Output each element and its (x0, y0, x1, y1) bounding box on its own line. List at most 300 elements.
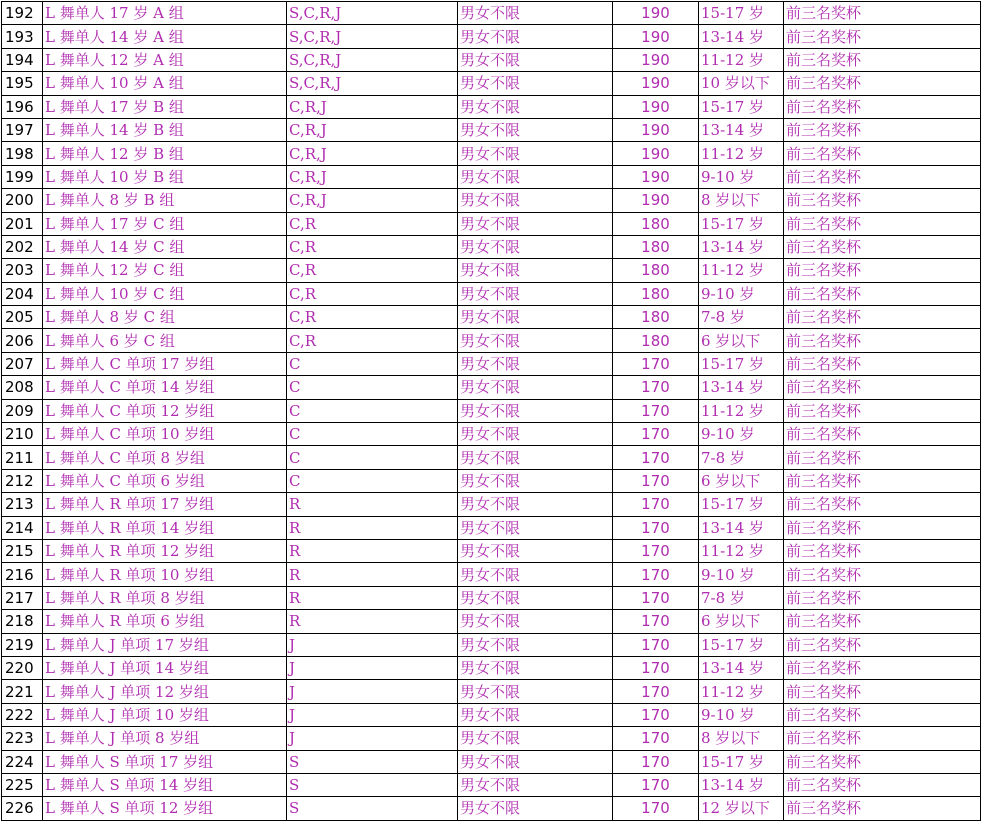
gender-limit: 男女不限 (460, 191, 521, 210)
dance-types: C,R (289, 284, 317, 303)
gender-limit-cell (458, 189, 613, 212)
item-number-cell (2, 118, 43, 141)
item-number-cell (2, 376, 43, 399)
entry-fee-cell (613, 750, 699, 773)
prize-cell (784, 25, 981, 48)
age-range: 11-12 岁 (701, 261, 765, 280)
event-name-cell (43, 259, 287, 282)
dance-types-cell (287, 48, 458, 71)
dance-types: C (289, 425, 301, 444)
dance-types: S,C,R,J (289, 27, 342, 46)
dance-types-cell (287, 610, 458, 633)
age-range: 7-8 岁 (701, 308, 745, 327)
gender-limit-cell (458, 25, 613, 48)
dance-types: J (289, 729, 296, 748)
entry-fee: 170 (641, 495, 670, 514)
dance-types: C (289, 378, 301, 397)
gender-limit: 男女不限 (460, 74, 521, 93)
prize-cell (784, 797, 981, 820)
table-row (2, 656, 981, 679)
prize: 前三名奖杯 (786, 97, 862, 116)
entry-fee: 180 (641, 214, 670, 233)
prize-cell (784, 399, 981, 422)
item-number-cell (2, 399, 43, 422)
prize: 前三名奖杯 (786, 121, 862, 140)
dance-types: S,C,R,J (289, 50, 342, 69)
age-range: 15-17 岁 (701, 355, 765, 374)
item-number: 203 (5, 261, 34, 280)
item-number-cell (2, 282, 43, 305)
prize: 前三名奖杯 (786, 799, 862, 818)
table-row (2, 259, 981, 282)
entry-fee-cell (613, 586, 699, 609)
table-row (2, 610, 981, 633)
dance-types-cell (287, 539, 458, 562)
entry-fee: 190 (641, 74, 670, 93)
entry-fee: 170 (641, 799, 670, 818)
item-number: 202 (5, 238, 34, 257)
dance-types-cell (287, 376, 458, 399)
event-name: L 舞单人 J 单项 14 岁组 (45, 659, 209, 678)
gender-limit-cell (458, 446, 613, 469)
entry-fee-cell (613, 469, 699, 492)
prize-cell (784, 633, 981, 656)
entry-fee: 190 (641, 167, 670, 186)
entry-fee: 190 (641, 191, 670, 210)
item-number: 193 (5, 27, 34, 46)
age-range: 15-17 岁 (701, 495, 765, 514)
event-name: L 舞单人 R 单项 6 岁组 (45, 612, 205, 631)
dance-types-cell (287, 329, 458, 352)
gender-limit: 男女不限 (460, 144, 521, 163)
table-body (2, 2, 981, 821)
table-row (2, 25, 981, 48)
age-range-cell (699, 212, 784, 235)
entry-fee: 170 (641, 588, 670, 607)
event-name-cell (43, 306, 287, 329)
entry-fee: 170 (641, 659, 670, 678)
prize: 前三名奖杯 (786, 214, 862, 233)
prize-cell (784, 165, 981, 188)
entry-fee-cell (613, 493, 699, 516)
dance-types-cell (287, 2, 458, 25)
item-number: 207 (5, 355, 34, 374)
age-range: 11-12 岁 (701, 50, 765, 69)
prize-cell (784, 446, 981, 469)
dance-types: C,R (289, 331, 317, 350)
table-row (2, 773, 981, 796)
prize-cell (784, 189, 981, 212)
item-number-cell (2, 703, 43, 726)
entry-fee: 170 (641, 518, 670, 537)
event-name: L 舞单人 C 单项 10 岁组 (45, 425, 215, 444)
dance-types: C (289, 355, 301, 374)
dance-types-cell (287, 750, 458, 773)
entry-fee-cell (613, 142, 699, 165)
dance-types-cell (287, 680, 458, 703)
item-number: 201 (5, 214, 34, 233)
item-number: 212 (5, 472, 34, 490)
prize-cell (784, 212, 981, 235)
item-number: 214 (5, 518, 34, 537)
gender-limit: 男女不限 (460, 401, 521, 420)
entry-fee: 170 (641, 776, 670, 795)
item-number-cell (2, 212, 43, 235)
table-row (2, 493, 981, 516)
prize: 前三名奖杯 (786, 378, 862, 397)
dance-types-cell (287, 423, 458, 446)
gender-limit: 男女不限 (460, 425, 521, 444)
gender-limit-cell (458, 797, 613, 820)
prize: 前三名奖杯 (786, 261, 862, 280)
gender-limit: 男女不限 (460, 238, 521, 257)
dance-types-cell (287, 446, 458, 469)
dance-types-cell (287, 352, 458, 375)
event-name-cell (43, 680, 287, 703)
prize: 前三名奖杯 (786, 50, 862, 69)
age-range: 9-10 岁 (701, 425, 755, 444)
item-number-cell (2, 539, 43, 562)
event-name: L 舞单人 6 岁 C 组 (45, 331, 175, 350)
event-name-cell (43, 610, 287, 633)
event-name: L 舞单人 14 岁 A 组 (45, 27, 184, 46)
entry-fee-cell (613, 376, 699, 399)
age-range: 11-12 岁 (701, 401, 765, 420)
gender-limit-cell (458, 72, 613, 95)
age-range: 9-10 岁 (701, 167, 755, 186)
entry-fee-cell (613, 2, 699, 25)
entry-fee: 170 (641, 682, 670, 701)
entry-fee-cell (613, 259, 699, 282)
entry-fee-cell (613, 516, 699, 539)
event-name-cell (43, 656, 287, 679)
prize-cell (784, 306, 981, 329)
age-range-cell (699, 352, 784, 375)
entry-fee: 180 (641, 284, 670, 303)
prize-cell (784, 282, 981, 305)
age-range-cell (699, 235, 784, 258)
dance-types: C,R,J (289, 121, 327, 140)
table-row (2, 539, 981, 562)
dance-types-cell (287, 516, 458, 539)
gender-limit: 男女不限 (460, 776, 521, 795)
age-range: 13-14 岁 (701, 776, 765, 795)
entry-fee: 170 (641, 378, 670, 397)
age-range-cell (699, 423, 784, 446)
dance-types-cell (287, 212, 458, 235)
gender-limit-cell (458, 376, 613, 399)
prize: 前三名奖杯 (786, 729, 862, 748)
event-name-cell (43, 797, 287, 820)
gender-limit-cell (458, 563, 613, 586)
table-row (2, 95, 981, 118)
prize-cell (784, 95, 981, 118)
gender-limit: 男女不限 (460, 682, 521, 701)
entry-fee: 180 (641, 261, 670, 280)
gender-limit: 男女不限 (460, 659, 521, 678)
gender-limit: 男女不限 (460, 331, 521, 350)
dance-types-cell (287, 469, 458, 492)
gender-limit: 男女不限 (460, 612, 521, 631)
table-row (2, 329, 981, 352)
gender-limit: 男女不限 (460, 167, 521, 186)
item-number-cell (2, 610, 43, 633)
age-range: 11-12 岁 (701, 144, 765, 163)
age-range-cell (699, 446, 784, 469)
gender-limit-cell (458, 586, 613, 609)
item-number: 206 (5, 331, 34, 350)
gender-limit: 男女不限 (460, 4, 521, 23)
age-range-cell (699, 586, 784, 609)
gender-limit-cell (458, 282, 613, 305)
table-row (2, 563, 981, 586)
event-name-cell (43, 352, 287, 375)
gender-limit-cell (458, 680, 613, 703)
age-range: 15-17 岁 (701, 635, 765, 654)
dance-types-cell (287, 282, 458, 305)
prize-cell (784, 750, 981, 773)
entry-fee: 180 (641, 308, 670, 327)
entry-fee: 190 (641, 27, 670, 46)
age-range-cell (699, 259, 784, 282)
age-range-cell (699, 469, 784, 492)
event-name: L 舞单人 8 岁 C 组 (45, 308, 175, 327)
entry-fee: 190 (641, 50, 670, 69)
gender-limit: 男女不限 (460, 518, 521, 537)
gender-limit: 男女不限 (460, 121, 521, 140)
dance-types: S,C,R,J (289, 74, 342, 93)
event-name: L 舞单人 17 岁 B 组 (45, 97, 184, 116)
item-number: 198 (5, 144, 34, 163)
entry-fee: 180 (641, 238, 670, 257)
prize: 前三名奖杯 (786, 448, 862, 467)
gender-limit: 男女不限 (460, 635, 521, 654)
item-number-cell (2, 235, 43, 258)
prize-cell (784, 773, 981, 796)
event-name-cell (43, 446, 287, 469)
gender-limit-cell (458, 703, 613, 726)
event-name-cell (43, 376, 287, 399)
entry-fee-cell (613, 423, 699, 446)
entry-fee-cell (613, 306, 699, 329)
age-range-cell (699, 656, 784, 679)
dance-types-cell (287, 142, 458, 165)
entry-fee: 170 (641, 542, 670, 561)
prize: 前三名奖杯 (786, 659, 862, 678)
item-number-cell (2, 25, 43, 48)
prize-cell (784, 259, 981, 282)
event-name: L 舞单人 10 岁 B 组 (45, 167, 184, 186)
prize: 前三名奖杯 (786, 612, 862, 631)
item-number-cell (2, 516, 43, 539)
age-range: 13-14 岁 (701, 378, 765, 397)
item-number-cell (2, 563, 43, 586)
dance-types-cell (287, 586, 458, 609)
table-row (2, 586, 981, 609)
entry-fee: 190 (641, 97, 670, 116)
age-range-cell (699, 750, 784, 773)
event-name: L 舞单人 12 岁 A 组 (45, 50, 184, 69)
item-number: 225 (5, 776, 34, 795)
item-number-cell (2, 493, 43, 516)
event-name: L 舞单人 J 单项 17 岁组 (45, 635, 209, 654)
entry-fee-cell (613, 48, 699, 71)
event-name: L 舞单人 S 单项 12 岁组 (45, 799, 214, 818)
prize-cell (784, 680, 981, 703)
gender-limit: 男女不限 (460, 355, 521, 374)
age-range: 15-17 岁 (701, 97, 765, 116)
event-name-cell (43, 165, 287, 188)
dance-types-cell (287, 189, 458, 212)
event-name-cell (43, 586, 287, 609)
dance-types-cell (287, 656, 458, 679)
table-row (2, 48, 981, 71)
prize: 前三名奖杯 (786, 518, 862, 537)
entry-fee-cell (613, 727, 699, 750)
age-range-cell (699, 48, 784, 71)
age-range-cell (699, 306, 784, 329)
item-number: 218 (5, 612, 34, 631)
dance-types: R (289, 565, 301, 584)
age-range: 9-10 岁 (701, 284, 755, 303)
item-number-cell (2, 306, 43, 329)
event-name-cell (43, 95, 287, 118)
event-name-cell (43, 48, 287, 71)
dance-types: J (289, 659, 296, 678)
gender-limit: 男女不限 (460, 448, 521, 467)
prize-cell (784, 727, 981, 750)
dance-types-cell (287, 703, 458, 726)
gender-limit-cell (458, 750, 613, 773)
table-row (2, 352, 981, 375)
age-range-cell (699, 165, 784, 188)
age-range: 11-12 岁 (701, 542, 765, 561)
age-range-cell (699, 376, 784, 399)
event-name: L 舞单人 S 单项 14 岁组 (45, 776, 214, 795)
event-name: L 舞单人 J 单项 12 岁组 (45, 682, 209, 701)
entry-fee-cell (613, 235, 699, 258)
item-number-cell (2, 329, 43, 352)
dance-types-cell (287, 118, 458, 141)
dance-types: C (289, 401, 301, 420)
item-number: 194 (5, 50, 34, 69)
table-row (2, 797, 981, 820)
entry-fee-cell (613, 165, 699, 188)
dance-types: C,R,J (289, 144, 327, 163)
dance-types: S (289, 752, 300, 771)
entry-fee: 180 (641, 331, 670, 350)
entry-fee: 190 (641, 4, 670, 23)
dance-types-cell (287, 235, 458, 258)
item-number-cell (2, 48, 43, 71)
entry-fee: 190 (641, 144, 670, 163)
table-row (2, 306, 981, 329)
prize: 前三名奖杯 (786, 565, 862, 584)
table-row (2, 399, 981, 422)
item-number-cell (2, 680, 43, 703)
event-name: L 舞单人 C 单项 12 岁组 (45, 401, 215, 420)
table-row (2, 165, 981, 188)
age-range: 10 岁以下 (701, 74, 770, 93)
item-number-cell (2, 773, 43, 796)
entry-fee: 170 (641, 355, 670, 374)
gender-limit: 男女不限 (460, 378, 521, 397)
dance-types-cell (287, 95, 458, 118)
entry-fee-cell (613, 189, 699, 212)
event-name-cell (43, 189, 287, 212)
dance-types-cell (287, 165, 458, 188)
prize: 前三名奖杯 (786, 144, 862, 163)
event-name-cell (43, 118, 287, 141)
age-range-cell (699, 516, 784, 539)
gender-limit-cell (458, 165, 613, 188)
item-number: 222 (5, 705, 34, 724)
item-number: 192 (5, 4, 34, 23)
event-name: L 舞单人 J 单项 10 岁组 (45, 705, 209, 724)
age-range: 13-14 岁 (701, 238, 765, 257)
age-range-cell (699, 539, 784, 562)
prize: 前三名奖杯 (786, 588, 862, 607)
gender-limit: 男女不限 (460, 50, 521, 69)
event-name-cell (43, 25, 287, 48)
prize: 前三名奖杯 (786, 635, 862, 654)
age-range-cell (699, 399, 784, 422)
event-name: L 舞单人 10 岁 A 组 (45, 74, 184, 93)
event-name: L 舞单人 C 单项 17 岁组 (45, 355, 215, 374)
prize-cell (784, 610, 981, 633)
prize: 前三名奖杯 (786, 401, 862, 420)
item-number-cell (2, 352, 43, 375)
item-number: 215 (5, 542, 34, 561)
age-range-cell (699, 72, 784, 95)
prize: 前三名奖杯 (786, 74, 862, 93)
age-range: 15-17 岁 (701, 214, 765, 233)
item-number: 197 (5, 121, 34, 140)
prize: 前三名奖杯 (786, 331, 862, 350)
entry-fee-cell (613, 539, 699, 562)
gender-limit: 男女不限 (460, 752, 521, 771)
prize: 前三名奖杯 (786, 355, 862, 374)
prize-cell (784, 539, 981, 562)
event-name-cell (43, 563, 287, 586)
item-number-cell (2, 95, 43, 118)
item-number: 224 (5, 752, 34, 771)
age-range-cell (699, 282, 784, 305)
item-number-cell (2, 446, 43, 469)
event-name: L 舞单人 8 岁 B 组 (45, 191, 175, 210)
dance-types-cell (287, 493, 458, 516)
prize: 前三名奖杯 (786, 4, 862, 23)
entry-fee-cell (613, 703, 699, 726)
item-number: 223 (5, 729, 34, 748)
table-row (2, 423, 981, 446)
dance-types-cell (287, 25, 458, 48)
dance-types: J (289, 705, 296, 724)
event-name-cell (43, 399, 287, 422)
prize: 前三名奖杯 (786, 682, 862, 701)
entry-fee-cell (613, 352, 699, 375)
gender-limit: 男女不限 (460, 27, 521, 46)
age-range: 13-14 岁 (701, 27, 765, 46)
entry-fee-cell (613, 446, 699, 469)
entry-fee: 170 (641, 729, 670, 748)
prize-cell (784, 72, 981, 95)
prize: 前三名奖杯 (786, 495, 862, 514)
gender-limit-cell (458, 95, 613, 118)
prize: 前三名奖杯 (786, 308, 862, 327)
gender-limit-cell (458, 235, 613, 258)
competition-table (1, 1, 981, 821)
